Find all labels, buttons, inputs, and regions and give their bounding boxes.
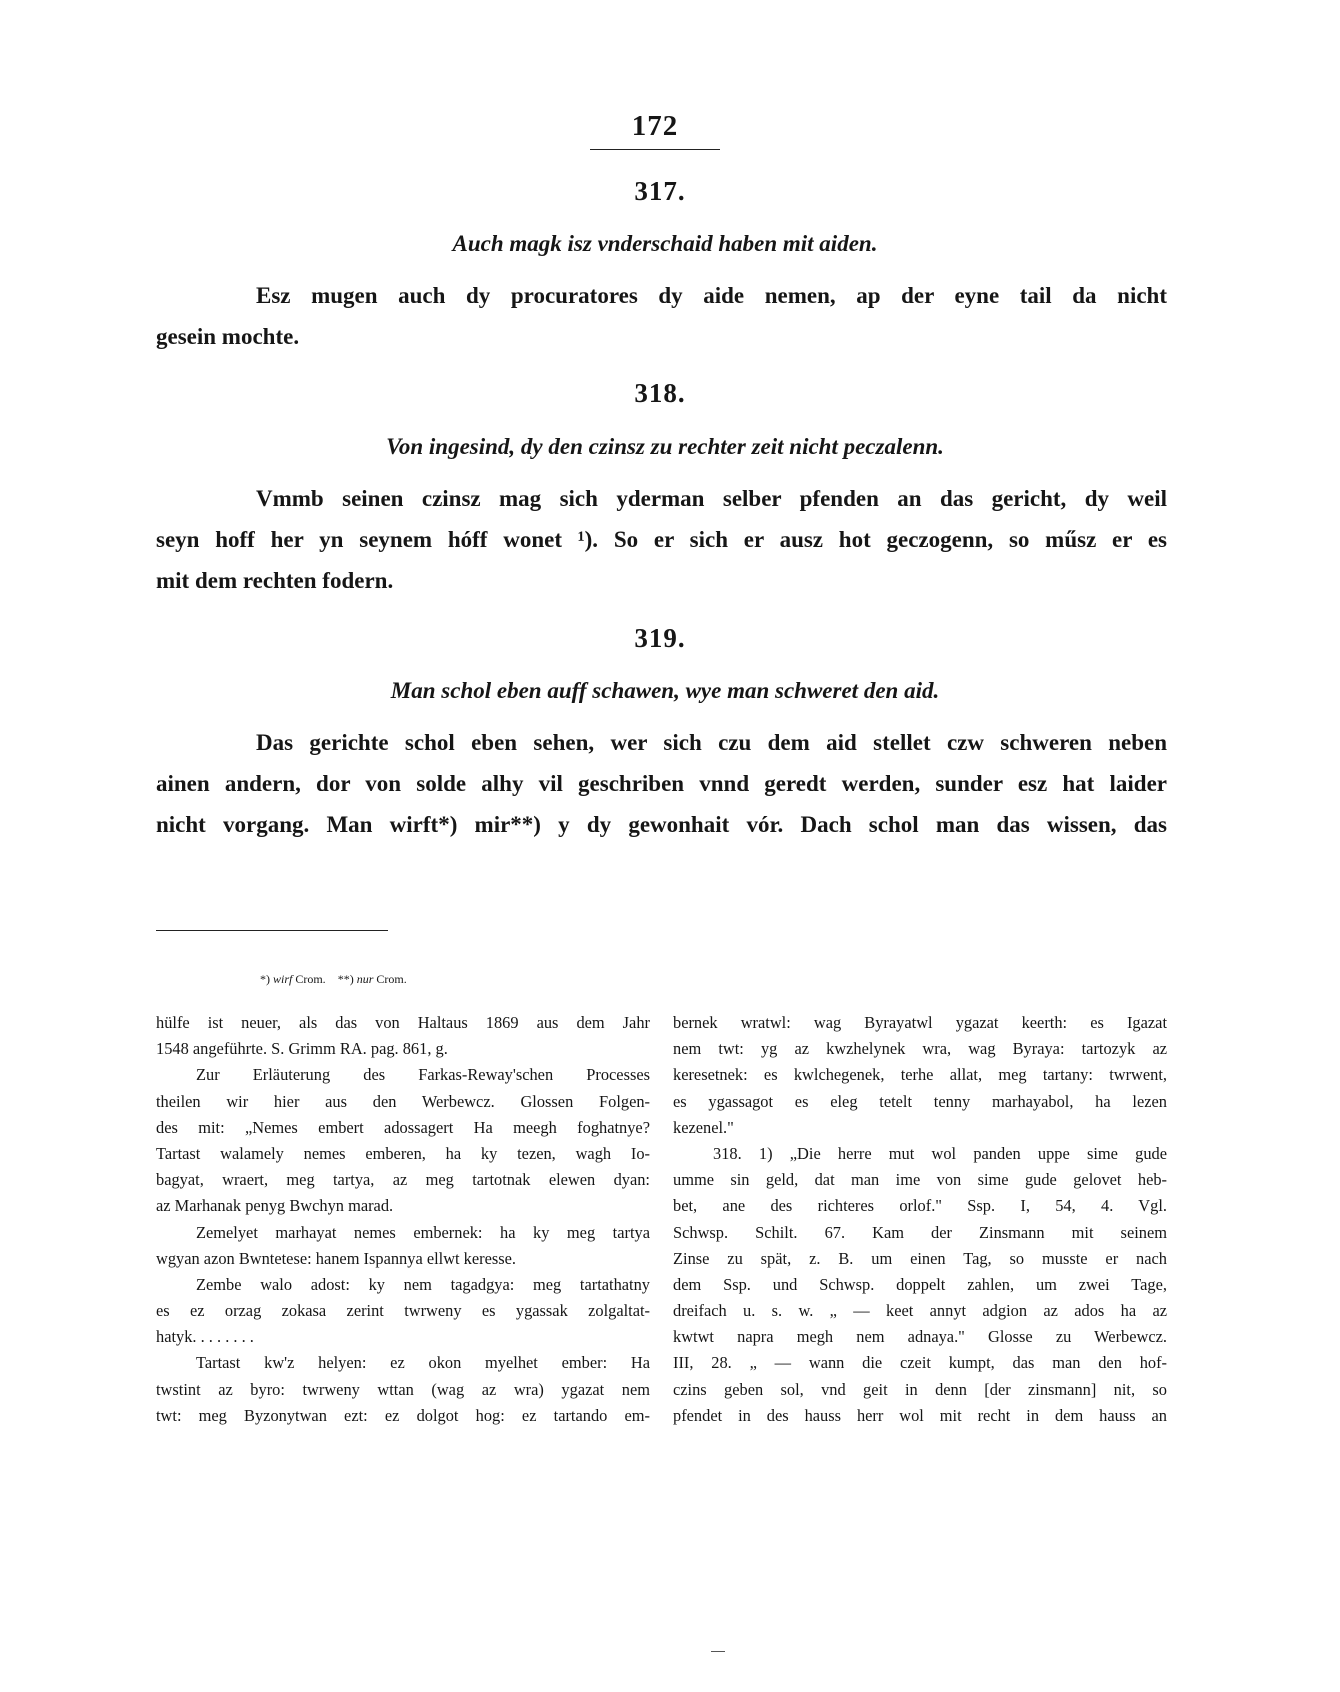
- footnote-right-line: keresetnek: es kwlchegenek, terhe allat, meg tartany: twrwent,: [673, 1065, 1167, 1085]
- section-317-number: 317.: [634, 176, 686, 206]
- footnote-left-line: Zembe walo adost: ky nem tagadgya: meg tartathatny: [196, 1274, 650, 1294]
- section-319-title: Man schol eben auff schawen, wye man schweret den aid.: [390, 678, 940, 703]
- scan-mark: [711, 1651, 725, 1652]
- footnote-left-line: Tartast kw'z helyen: ez okon myelhet ember: Ha: [196, 1353, 650, 1373]
- section-319-line-2: ainen andern, dor von solde alhy vil geschriben vnnd geredt werden, sunder esz hat laider: [156, 771, 1167, 796]
- footnote-left-line: des mit: „Nemes embert adossagert Ha meegh foghatnye?: [156, 1117, 650, 1137]
- footnote-right-line: bet, ane des richteres orlof." Ssp. I, 54, 4. Vgl.: [673, 1196, 1167, 1216]
- footnote-left-line: twt: meg Byzonytwan ezt: ez dolgot hog: ez tartando em-: [156, 1405, 650, 1425]
- page-number-rule: [590, 149, 720, 150]
- footnote-right-line: umme sin geld, dat man ime von sime gude gelovet heb-: [673, 1170, 1167, 1190]
- footnote-right-line: 318. 1) „Die herre mut wol panden uppe sime gude: [713, 1143, 1167, 1163]
- footnote-left-line: theilen wir hier aus den Werbewcz. Glossen Folgen-: [156, 1091, 650, 1111]
- section-319-line-1: Das gerichte schol eben sehen, wer sich czu dem aid stellet czw schweren neben: [256, 730, 1167, 755]
- section-317-line-1: Esz mugen auch dy procuratores dy aide nemen, ap der eyne tail da nicht: [256, 283, 1167, 308]
- footnote-left-line: bagyat, wraert, meg tartya, az meg tartotnak elewen dyan:: [156, 1170, 650, 1190]
- section-319-line-3: nicht vorgang. Man wirft*) mir**) y dy gewonhait vór. Dach schol man das wissen, das: [156, 812, 1167, 837]
- footnote-right-line: Zinse zu spät, z. B. um einen Tag, so musste er nach: [673, 1248, 1167, 1268]
- footnote-left-line: hülfe ist neuer, als das von Haltaus 1869 aus dem Jahr: [156, 1013, 650, 1032]
- section-318-number: 318.: [634, 378, 686, 408]
- footnote-right-line: pfendet in des hauss herr wol mit recht in dem hauss an: [673, 1405, 1167, 1425]
- footnote-left-line: es ez orzag zokasa zerint twrweny es ygassak zolgaltat-: [156, 1301, 650, 1321]
- footnote-left-line: wgyan azon Bwntetese: hanem Ispannya ellwt keresse.: [156, 1248, 517, 1268]
- footnote-right-line: es ygassagot es eleg tetelt tenny marhayabol, ha lezen: [673, 1091, 1167, 1111]
- footnote-right-line: kwtwt napra megh nem adnaya." Glosse zu Werbewcz.: [673, 1327, 1167, 1347]
- section-318-line-1: Vmmb seinen czinsz mag sich yderman selber pfenden an das gericht, dy weil: [256, 486, 1167, 511]
- footnote-right-line: dreifach u. s. w. „ — keet annyt adgion az ados ha az: [673, 1301, 1167, 1321]
- footnote-right-line: kezenel.": [673, 1117, 734, 1137]
- footnote-marker-1: *) wirf Crom.: [260, 972, 326, 986]
- footnotes-left-column: [156, 1010, 650, 1429]
- footnote-left-line: twstint az byro: twrweny wttan (wag az wra) ygazat nem: [156, 1379, 650, 1399]
- section-318-line-3: mit dem rechten fodern.: [156, 568, 394, 593]
- footnotes-right-column: [673, 1010, 1167, 1429]
- section-318-line-2: seyn hoff her yn seynem hóff wonet ¹). So er sich er ausz hot geczogenn, so műsz er es: [156, 527, 1167, 552]
- footnote-left-line: Tartast walamely nemes emberen, ha ky tezen, wagh Io-: [156, 1143, 650, 1163]
- footnote-right-line: bernek wratwl: wag Byrayatwl ygazat keerth: es Igazat: [673, 1013, 1167, 1032]
- section-319-number: 319.: [634, 623, 686, 653]
- footnote-left-line: hatyk. . . . . . . .: [156, 1327, 254, 1347]
- footnote-right-line: dem Ssp. und Schwsp. doppelt zahlen, um zwei Tage,: [673, 1274, 1167, 1294]
- section-318-title: Von ingesind, dy den czinsz zu rechter zeit nicht peczalenn.: [386, 434, 944, 459]
- footnote-right-line: nem twt: yg az kwzhelynek wra, wag Byraya: tartozyk az: [673, 1039, 1167, 1059]
- footnote-right-line: III, 28. „ — wann die czeit kumpt, das man den hof-: [673, 1353, 1167, 1373]
- footnote-right-line: Schwsp. Schilt. 67. Kam der Zinsmann mit seinem: [673, 1222, 1167, 1242]
- footnote-marker-2: **) nur Crom.: [337, 972, 407, 986]
- footnote-markers: [260, 972, 407, 987]
- footnote-left-line: Zur Erläuterung des Farkas-Reway'schen Processes: [196, 1065, 650, 1085]
- footnote-right-line: czins geben sol, vnd geit in denn [der zinsmann] nit, so: [673, 1379, 1167, 1399]
- footnote-left-line: 1548 angeführte. S. Grimm RA. pag. 861, g.: [156, 1039, 448, 1059]
- section-317-title: Auch magk isz vnderschaid haben mit aiden.: [452, 231, 878, 256]
- footnote-rule: [156, 930, 388, 931]
- page-number: 172: [631, 110, 679, 142]
- footnote-left-line: az Marhanak penyg Bwchyn marad.: [156, 1196, 394, 1216]
- section-317-line-2: gesein mochte.: [156, 324, 300, 349]
- footnote-left-line: Zemelyet marhayat nemes embernek: ha ky meg tartya: [196, 1222, 650, 1242]
